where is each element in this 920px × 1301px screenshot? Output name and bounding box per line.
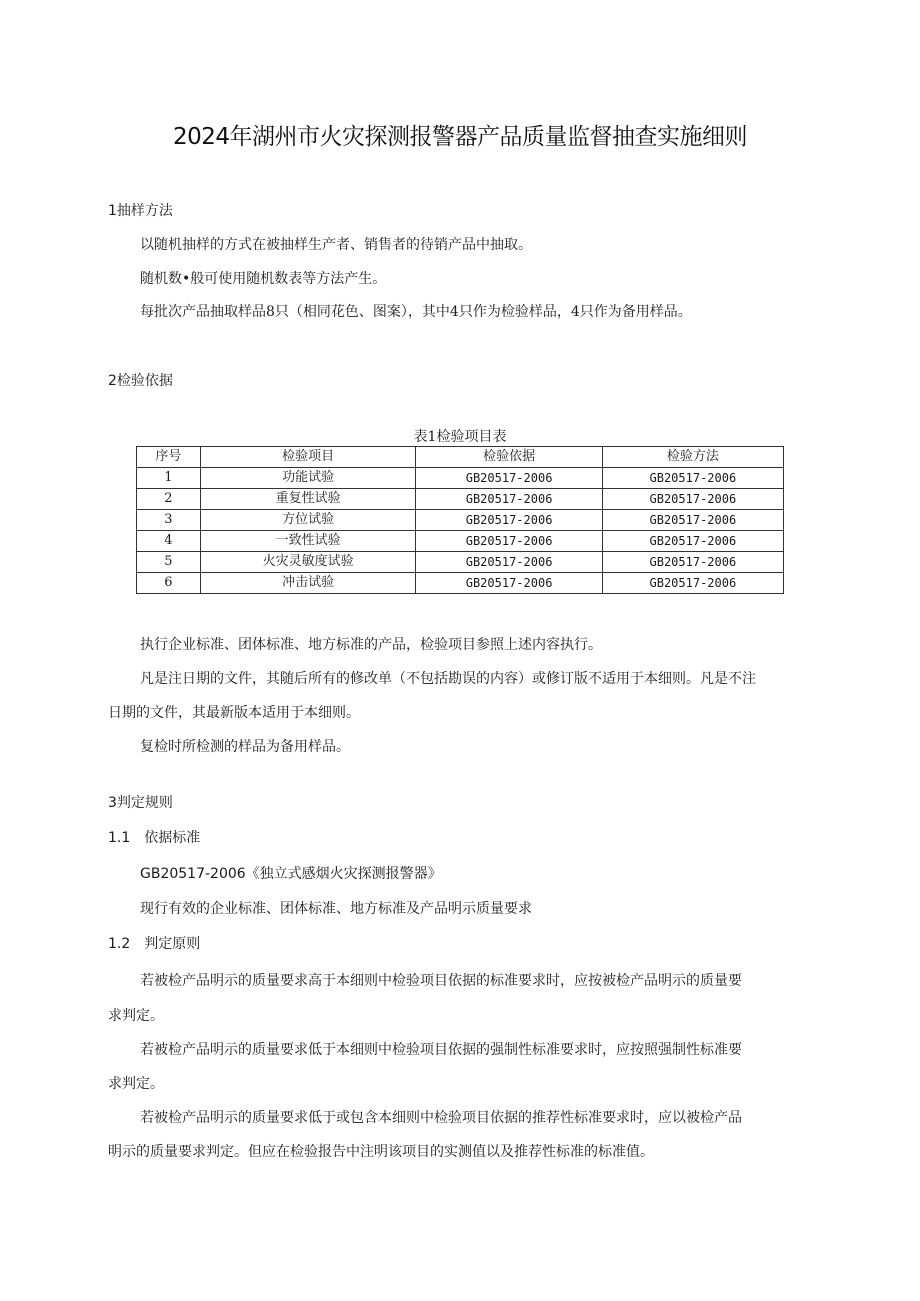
cell-item: 功能试验 [200, 468, 416, 489]
header-item: 检验项目 [200, 447, 416, 468]
header-seq: 序号 [137, 447, 201, 468]
subsection-1-1-heading: 1.1 依据标准 [108, 830, 201, 846]
cell-method: GB20517-2006 [602, 573, 783, 594]
table-row [137, 573, 784, 594]
cell-seq: 3 [137, 510, 201, 531]
cell-method: GB20517-2006 [602, 468, 783, 489]
table-header-row [137, 447, 784, 468]
subsection-1-2-heading: 1.2 判定原则 [108, 936, 201, 952]
subsection-1-2-paragraph-1-line-2: 求判定。 [108, 1008, 164, 1024]
cell-seq: 1 [137, 468, 201, 489]
table-row [137, 468, 784, 489]
cell-seq: 6 [137, 573, 201, 594]
table-row [137, 510, 784, 531]
header-basis: 检验依据 [416, 447, 602, 468]
table-row [137, 531, 784, 552]
subsection-1-2-paragraph-2-line-2: 求判定。 [108, 1076, 164, 1092]
cell-method: GB20517-2006 [602, 489, 783, 510]
cell-item: 冲击试验 [200, 573, 416, 594]
section-1-heading: 1抽样方法 [108, 203, 173, 219]
section-1-paragraph-1: 以随机抽样的方式在被抽样生产者、销售者的待销产品中抽取。 [140, 237, 532, 253]
section-2-paragraph-3: 复检时所检测的样品为备用样品。 [140, 739, 350, 755]
subsection-1-2-paragraph-3-line-1: 若被检产品明示的质量要求低于或包含本细则中检验项目依据的推荐性标准要求时，应以被检产品 [140, 1110, 742, 1126]
inspection-items-table [136, 446, 784, 594]
document-title: 2024年湖州市火灾探测报警器产品质量监督抽查实施细则 [172, 124, 748, 150]
section-1-paragraph-2: 随机数•般可使用随机数表等方法产生。 [140, 271, 387, 287]
cell-seq: 5 [137, 552, 201, 573]
cell-basis: GB20517-2006 [416, 552, 602, 573]
cell-basis: GB20517-2006 [416, 531, 602, 552]
cell-method: GB20517-2006 [602, 552, 783, 573]
cell-method: GB20517-2006 [602, 531, 783, 552]
subsection-1-1-standard: GB20517-2006《独立式感烟火灾探测报警器》 [140, 866, 442, 882]
table-row [137, 489, 784, 510]
section-3-heading: 3判定规则 [108, 795, 173, 811]
cell-basis: GB20517-2006 [416, 468, 602, 489]
section-2-paragraph-1: 执行企业标准、团体标准、地方标准的产品，检验项目参照上述内容执行。 [140, 637, 602, 653]
subsection-1-2-paragraph-2-line-1: 若被检产品明示的质量要求低于本细则中检验项目依据的强制性标准要求时，应按照强制性标准要 [140, 1042, 742, 1058]
subsection-1-2-paragraph-3-line-2: 明示的质量要求判定。但应在检验报告中注明该项目的实测值以及推荐性标准的标准值。 [108, 1144, 654, 1160]
cell-item: 一致性试验 [200, 531, 416, 552]
section-1-paragraph-3: 每批次产品抽取样品8只（相同花色、图案），其中4只作为检验样品，4只作为备用样品。 [140, 304, 692, 320]
cell-basis: GB20517-2006 [416, 573, 602, 594]
cell-item: 重复性试验 [200, 489, 416, 510]
cell-method: GB20517-2006 [602, 510, 783, 531]
header-method: 检验方法 [602, 447, 783, 468]
cell-seq: 4 [137, 531, 201, 552]
cell-item: 方位试验 [200, 510, 416, 531]
subsection-1-2-paragraph-1-line-1: 若被检产品明示的质量要求高于本细则中检验项目依据的标准要求时，应按被检产品明示的质量要 [140, 973, 742, 989]
section-2-paragraph-2-line-1: 凡是注日期的文件，其随后所有的修改单（不包括勘误的内容）或修订版不适用于本细则。凡是不注 [140, 671, 756, 687]
section-2-heading: 2检验依据 [108, 373, 173, 389]
subsection-1-1-requirements: 现行有效的企业标准、团体标准、地方标准及产品明示质量要求 [140, 901, 532, 917]
section-2-paragraph-2-line-2: 日期的文件，其最新版本适用于本细则。 [108, 705, 360, 721]
cell-basis: GB20517-2006 [416, 510, 602, 531]
cell-seq: 2 [137, 489, 201, 510]
cell-basis: GB20517-2006 [416, 489, 602, 510]
table-row [137, 552, 784, 573]
cell-item: 火灾灵敏度试验 [200, 552, 416, 573]
table-caption: 表1检验项目表 [413, 429, 507, 445]
